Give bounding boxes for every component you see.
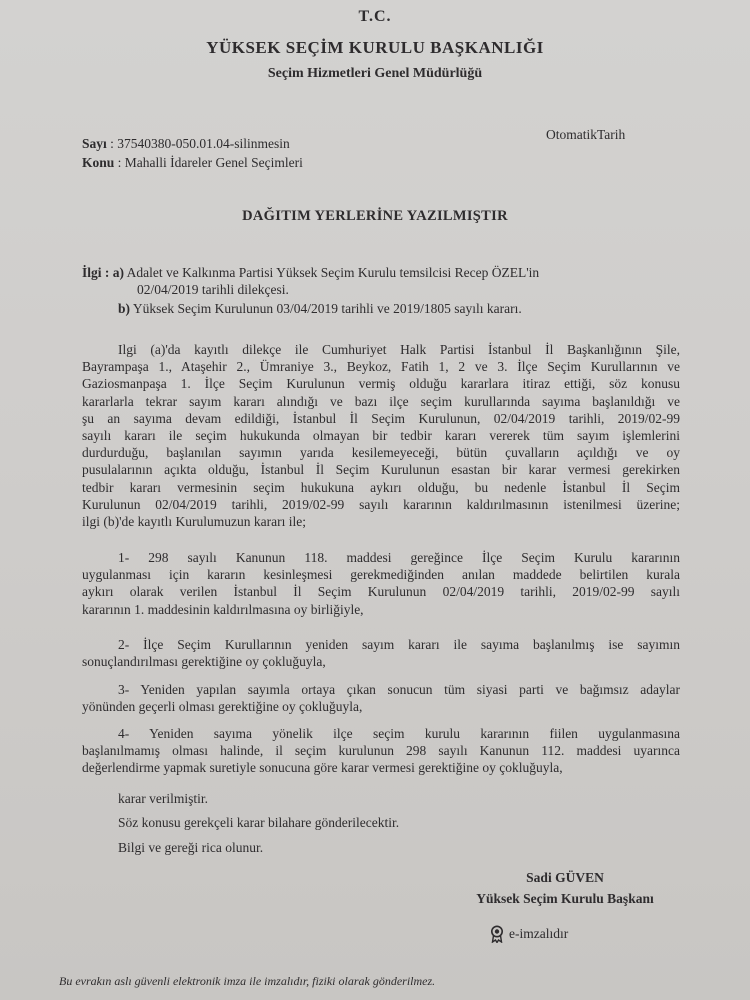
ilgi-b-marker: b) (118, 301, 131, 316)
p1-line: Bayrampaşa 1., Ataşehir 2., Ümraniye 3., Beykoz, Fatih 1, 2 ve 3. İlçe Seçim Kurullarının ve (82, 359, 680, 375)
ilgi-a-line1 (82, 264, 539, 281)
p1-line: tedbir kararı vermesinin seçim hukukuna aykırı olduğu, bu nedenle İstanbul İl Seçim (82, 479, 680, 495)
header-organization: YÜKSEK SEÇİM KURULU BAŞKANLIĞI (206, 38, 544, 57)
konu-row (82, 155, 303, 171)
p5-line: değerlendirme yapmak suretiyle sonucuna göre karar vermesi gerektiğine oy çokluğuyla, (82, 760, 563, 776)
body-paragraph-4 (82, 681, 680, 715)
p2-line: uygulanması için kararın kesinleşmesi gerekmediğinden anılan maddede belirtilen kurala (82, 567, 680, 583)
e-signature-mark (489, 925, 568, 943)
konu-value: : Mahalli İdareler Genel Seçimleri (117, 155, 303, 170)
header-tc: T.C. (358, 8, 392, 25)
ilgi-a-marker: : a) (104, 265, 125, 280)
signatory-name: Sadi GÜVEN (526, 870, 604, 885)
sayi-label: Sayı (82, 136, 107, 151)
body-paragraph-3 (82, 636, 680, 670)
p1-line: ilgi (b)'de kayıtlı Kurulumuzun kararı ile; (82, 514, 306, 530)
p2-line: 1- 298 sayılı Kanunun 118. maddesi gereğince İlçe Seçim Kurulu kararının (118, 550, 680, 565)
ilgi-label: İlgi (82, 265, 102, 280)
p2-line: aykırı olarak verilen İstanbul İl Seçim Kurulunun 02/04/2019 tarihli, 2019/02-99 sayılı (82, 584, 680, 600)
signatory-title: Yüksek Seçim Kurulu Başkanı (476, 891, 654, 906)
p5-line: başlanılmamış olması halinde, il seçim kurulunun 298 sayılı Kanunun 112. maddesi uyarınca (82, 743, 680, 759)
p3-line: 2- İlçe Seçim Kurullarının yeniden sayım kararı ile sayıma başlanılmış ise sayımın (118, 637, 680, 652)
ilgi-b-line (118, 300, 522, 317)
p1-line: kararlarla tekrar sayım kararı alındığı ve bazı ilçe seçim kurullarında sayıma başlanıldığı ve (82, 393, 680, 409)
closing-request: Bilgi ve gereği rica olunur. (118, 840, 264, 855)
p1-line: Gaziosmanpaşa 1. İlçe Seçim Kurulunun vermiş olduğu kararlara itiraz ettiği, söz konusu (82, 376, 680, 392)
p1-line: şu an sayıma devam edildiği, İstanbul İl Seçim Kurulunun, 02/04/2019 tarihli, 2019/02-99 (82, 410, 680, 426)
closing-reasoned-decision: Söz konusu gerekçeli karar bilahare gönderilecektir. (118, 815, 400, 830)
header-department: Seçim Hizmetleri Genel Müdürlüğü (267, 66, 483, 81)
p1-line: durdurduğu, başlanılan sayımın yarıda kesilemeyeceği, bütün çuvalların açıldığı ve oy (82, 445, 680, 461)
p4-line: yönünden geçerli olması gerektiğine oy çokluğuyla, (82, 699, 363, 715)
konu-label: Konu (82, 155, 115, 170)
body-paragraph-5 (82, 725, 680, 777)
p2-line: kararının 1. maddesinin kaldırılmasına oy birliğiyle, (82, 601, 364, 617)
e-signature-text: e-imzalıdır (509, 926, 569, 941)
closing-decision: karar verilmiştir. (118, 791, 208, 806)
ilgi-a-line2: 02/04/2019 tarihli dilekçesi. (137, 282, 289, 297)
p4-line: 3- Yeniden yapılan sayımla ortaya çıkan sonucun tüm siyasi parti ve bağımsız adaylar (118, 682, 680, 697)
p1-line: Ilgi (a)'da kayıtlı dilekçe ile Cumhuriyet Halk Partisi İstanbul İl Başkanlığının Şile, (118, 342, 680, 357)
p1-line: sayılı kararı ile seçim hukukunda olmayan bir tedbir kararı vererek tüm sayım işlemlerini (82, 428, 680, 444)
p5-line: 4- Yeniden sayıma yönelik ilçe seçim kurulu kararının fiilen uygulanmasına (118, 726, 680, 741)
sayi-value: : 37540380-050.01.04-silinmesin (110, 136, 290, 151)
p1-line: Kurulunun 02/04/2019 tarihli, 2019/02-99 sayılı kararının kaldırılmasının istenilmesi üzerine; (82, 496, 680, 512)
p3-line: sonuçlandırılması gerektiğine oy çokluğuyla, (82, 654, 326, 670)
body-paragraph-1 (82, 341, 680, 530)
ilgi-b-text: Yüksek Seçim Kurulunun 03/04/2019 tarihli ve 2019/1805 sayılı kararı. (132, 301, 522, 316)
p1-line: pusulalarının açıkta olduğu, İstanbul İl Seçim Kurulunun esastan bir karar vermesi gerekirken (82, 462, 680, 478)
e-signature-rosette-icon (489, 925, 505, 943)
distribution-heading: DAĞITIM YERLERİNE YAZILMIŞTIR (242, 208, 508, 224)
document-date: OtomatikTarih (546, 127, 626, 142)
body-paragraph-2 (82, 549, 680, 618)
ilgi-a-text: Adalet ve Kalkınma Partisi Yüksek Seçim Kurulu temsilcisi Recep ÖZEL'in (126, 265, 540, 280)
footer-note: Bu evrakın aslı güvenli elektronik imza ile imzalıdır, fiziki olarak gönderilmez. (59, 974, 436, 988)
sayi-row (82, 136, 290, 152)
